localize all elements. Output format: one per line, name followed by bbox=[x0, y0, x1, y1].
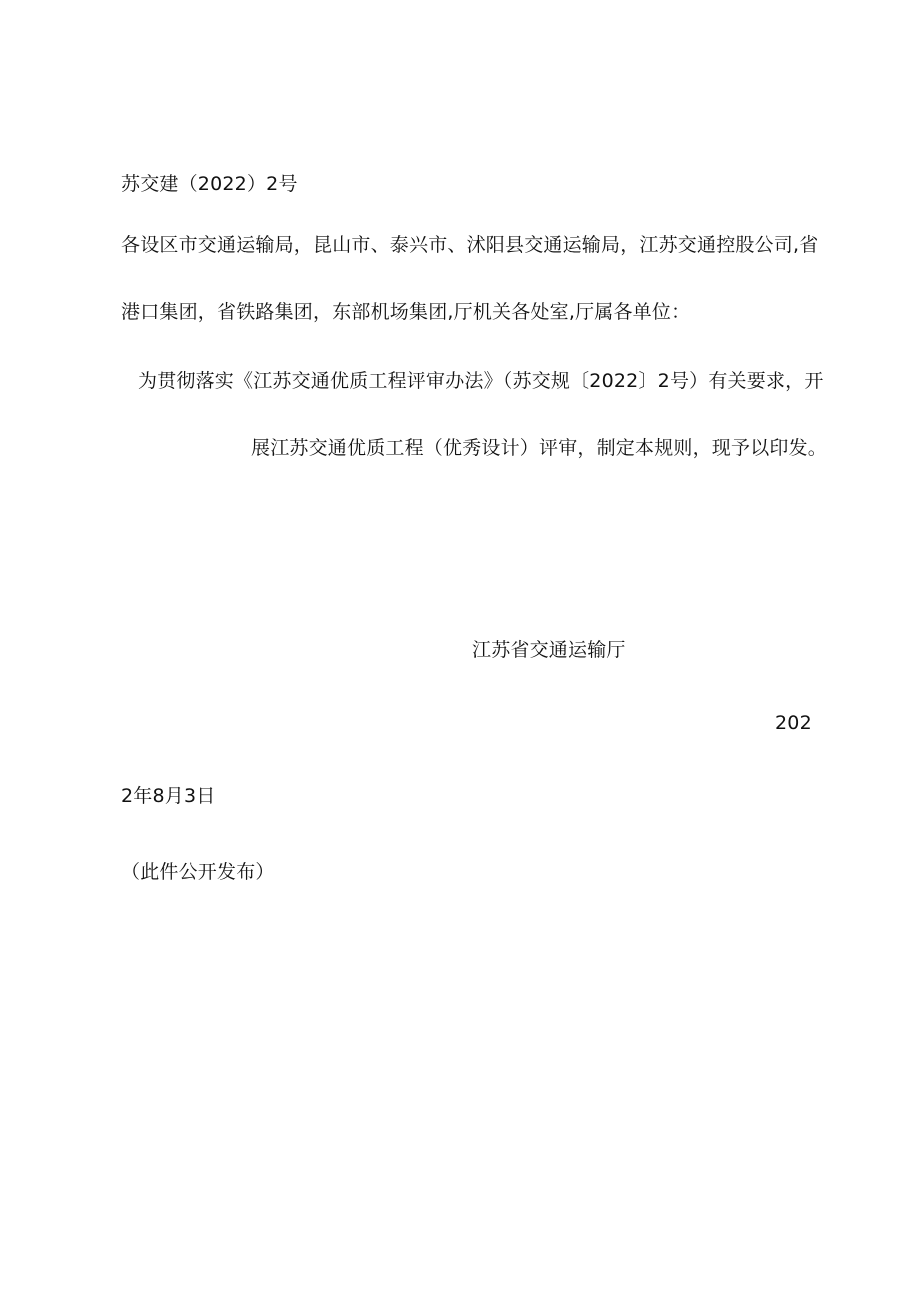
body-text-line-1: 为贯彻落实《江苏交通优质工程评审办法》（苏交规〔2022〕2号）有关要求，开 bbox=[138, 370, 824, 392]
issuing-authority: 江苏省交通运输厅 bbox=[472, 639, 626, 661]
publication-note: （此件公开发布） bbox=[121, 861, 275, 883]
document-number: 苏交建（2022）2号 bbox=[121, 173, 298, 195]
body-text-line-2: 展江苏交通优质工程（优秀设计）评审，制定本规则，现予以印发。 bbox=[251, 437, 828, 459]
addressee-line-1: 各设区市交通运输局，昆山市、泰兴市、沭阳县交通运输局，江苏交通控股公司,省 bbox=[121, 234, 819, 256]
issue-date-year-fragment: 202 bbox=[775, 712, 812, 734]
addressee-line-2: 港口集团，省铁路集团，东部机场集团,厅机关各处室,厅属各单位： bbox=[121, 301, 691, 323]
issue-date-remainder: 2年8月3日 bbox=[121, 785, 216, 807]
